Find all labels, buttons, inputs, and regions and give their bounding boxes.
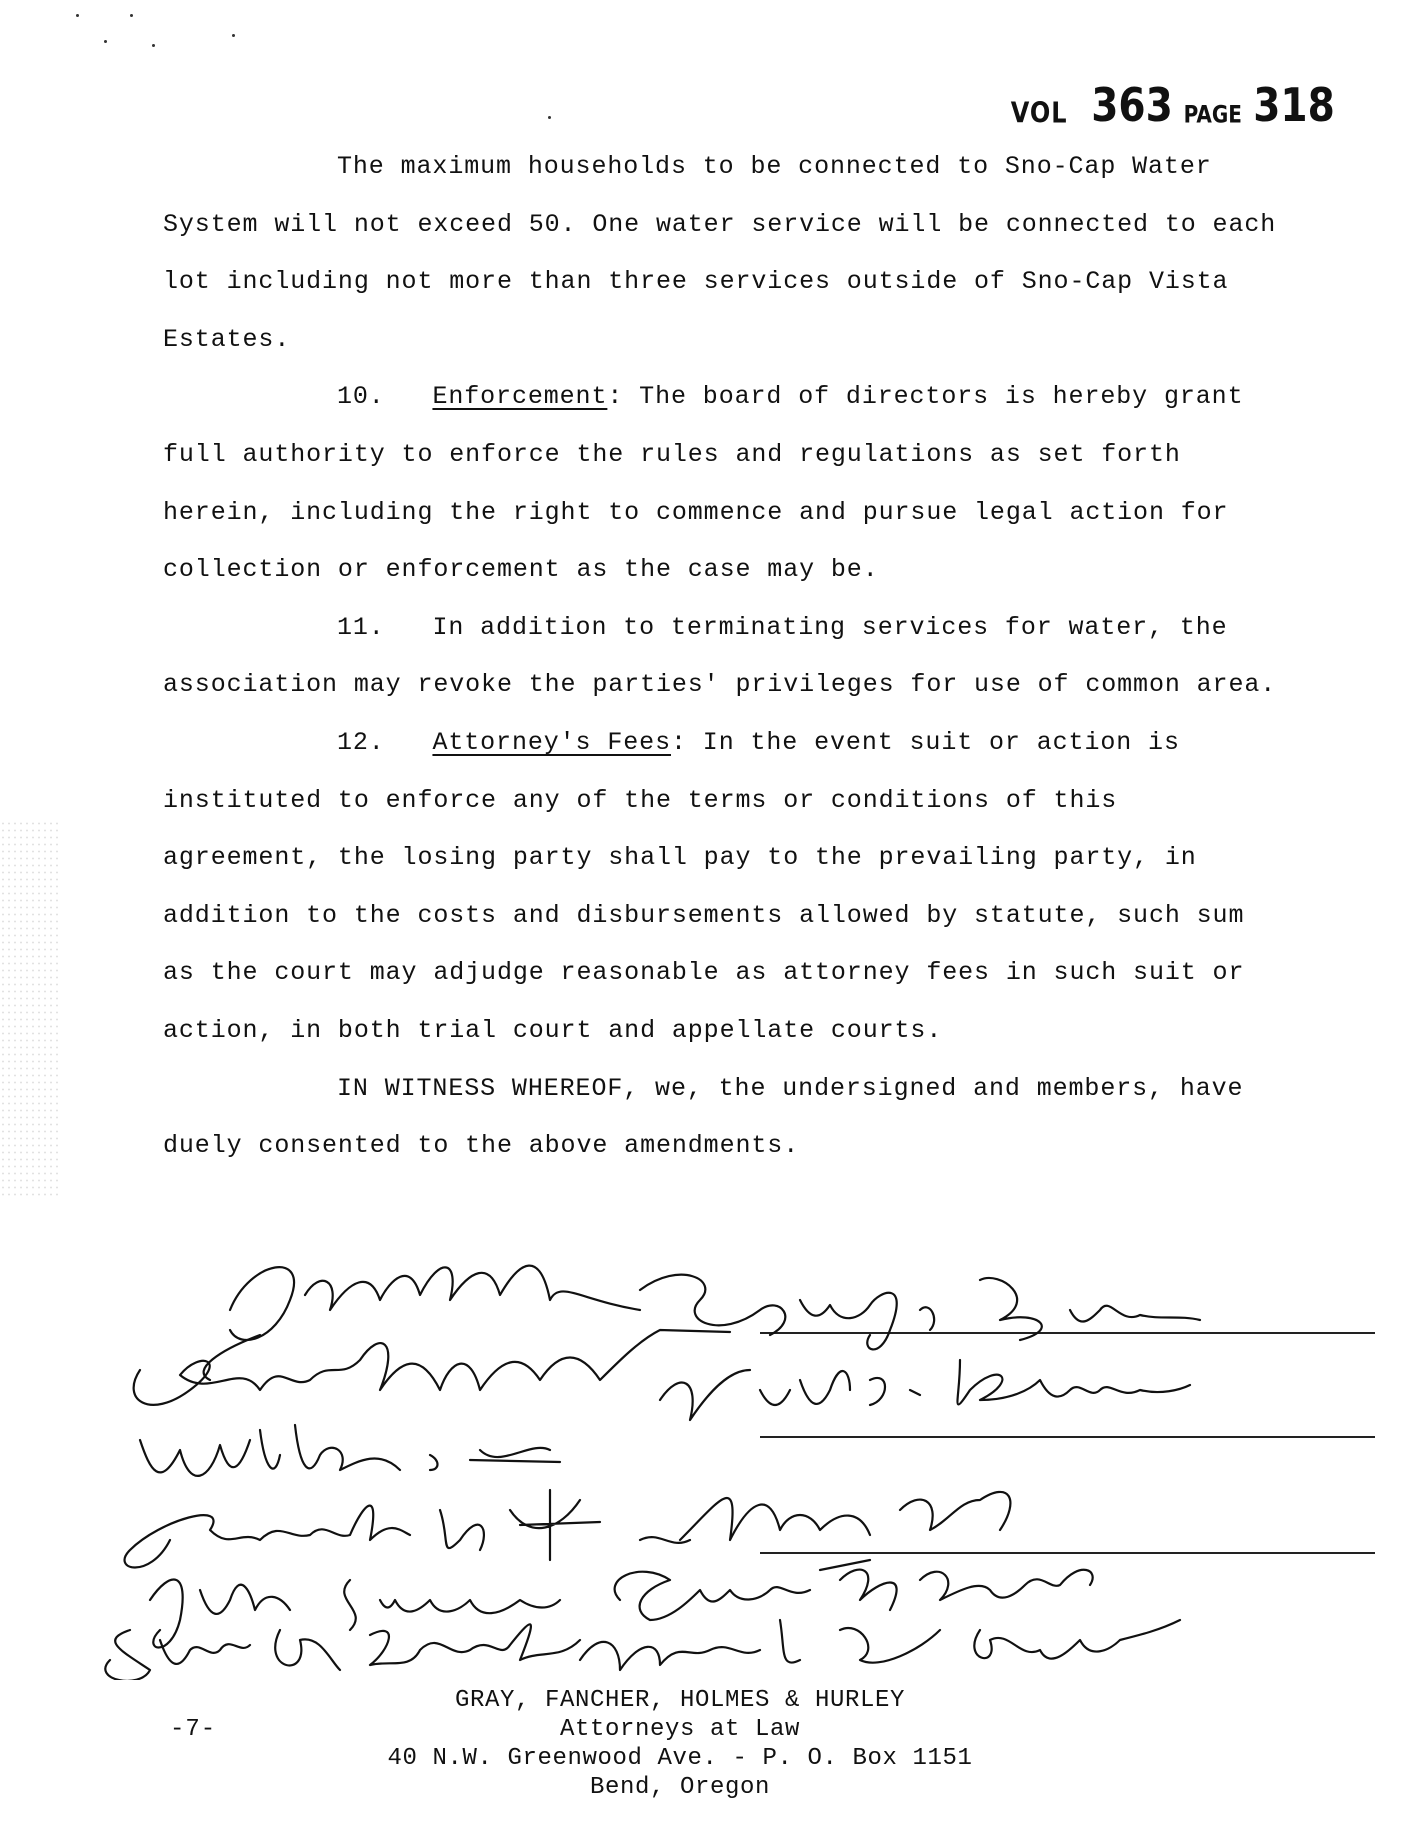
paragraph-text: In addition to terminating services for water, the association may revoke the parties' privileges for use of common area. bbox=[163, 612, 1277, 700]
page-number: -7- bbox=[170, 1716, 217, 1743]
document-body bbox=[163, 138, 1283, 1175]
paragraph-attorney-fees bbox=[163, 714, 1283, 1060]
scan-noise bbox=[0, 820, 60, 1200]
signature-left-4 bbox=[125, 1490, 600, 1568]
firm-name: GRAY, FANCHER, HOLMES & HURLEY bbox=[454, 1687, 906, 1714]
paragraph-termination bbox=[163, 599, 1283, 714]
signature-right-2 bbox=[660, 1360, 1190, 1420]
signature-left-3 bbox=[140, 1425, 560, 1476]
page-number-stamp: 318 bbox=[1253, 78, 1335, 132]
handwritten-signatures bbox=[80, 1240, 1330, 1680]
paragraph-enforcement bbox=[163, 368, 1283, 598]
paragraph-households: The maximum households to be connected to Sno-Cap Water System will not exceed 50. One water service will be connected to each lot including not more than three services outside of Sno-Cap Vista Estates. bbox=[163, 152, 1277, 354]
firm-role: Attorneys at Law bbox=[559, 1716, 801, 1743]
signature-right-3 bbox=[640, 1492, 1010, 1543]
firm-city: Bend, Oregon bbox=[589, 1774, 771, 1801]
section-heading: Enforcement bbox=[432, 382, 608, 412]
signature-right-4 bbox=[615, 1560, 1093, 1620]
paragraph-witness: IN WITNESS WHEREOF, we, the undersigned and members, have duely consented to the above amendments. bbox=[163, 1073, 1244, 1161]
scan-speck bbox=[104, 40, 107, 43]
volume-number: 363 bbox=[1090, 78, 1173, 132]
scan-speck bbox=[548, 116, 551, 119]
scan-speck bbox=[152, 44, 155, 47]
paragraph-number: 11. bbox=[337, 612, 385, 642]
paragraph-number: 10. bbox=[337, 382, 385, 412]
section-heading: Attorney's Fees bbox=[432, 727, 671, 757]
signature-block bbox=[80, 1240, 1330, 1660]
signature-right-1 bbox=[640, 1275, 1200, 1350]
scan-speck bbox=[232, 34, 235, 37]
firm-address: 40 N.W. Greenwood Ave. - P. O. Box 1151 bbox=[387, 1745, 973, 1772]
volume-page-stamp bbox=[1011, 78, 1342, 132]
paragraph-text: : The board of directors is hereby grant full authority to enforce the rules and regulations as set forth herein, including the right to commence and pursue legal action for collection or enforcement as the case may be. bbox=[163, 382, 1244, 585]
signature-left-5 bbox=[150, 1580, 560, 1648]
paragraph-number: 12. bbox=[337, 727, 385, 757]
scan-speck bbox=[130, 14, 133, 17]
signature-left-2 bbox=[134, 1330, 730, 1405]
vol-label: VOL bbox=[1010, 96, 1068, 130]
paragraph-text: : In the event suit or action is instituted to enforce any of the terms or conditions of this agreement, the losing party shall pay to the prevailing party, in addition to the costs and disbursements allowed by statute, such sum as the court may adjudge reasonable as attorney fees in such suit or action, in both trial court and appellate courts. bbox=[163, 727, 1245, 1045]
signature-left-1 bbox=[204, 1266, 640, 1380]
law-firm-footer bbox=[300, 1686, 1060, 1802]
scan-speck bbox=[76, 14, 79, 17]
signature-right-5 bbox=[580, 1620, 1180, 1670]
page-label: PAGE bbox=[1183, 99, 1242, 129]
